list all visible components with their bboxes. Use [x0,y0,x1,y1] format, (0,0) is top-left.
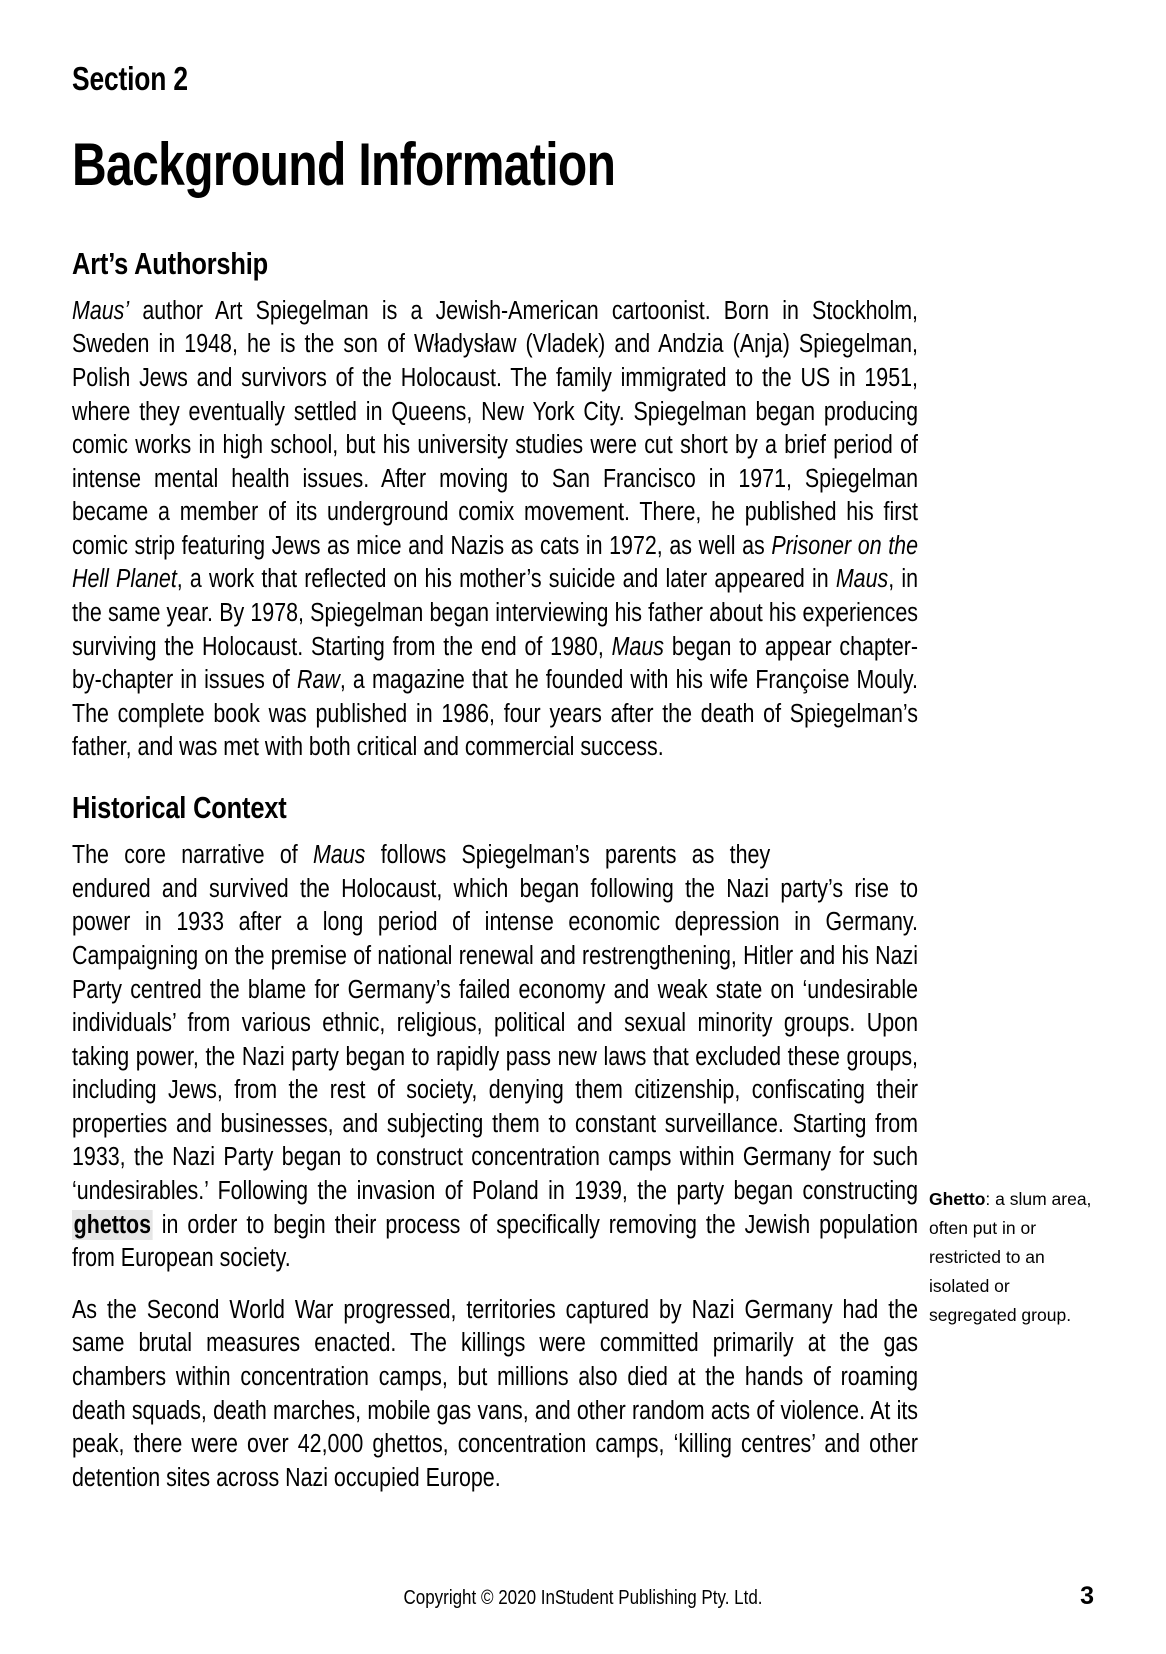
highlighted-term-ghettos: ghettos [73,1210,152,1239]
paragraph-historical-context-2 [72,1294,918,1496]
footer-page-number: 3 [1080,1582,1094,1610]
italic-text: Raw [296,666,340,695]
body-text: , in the same year. By 1978, Spiegelman began interviewing his father about his experiences surviving the Holocaust. Starting from the end of 1980, [72,565,919,661]
italic-text: Maus [313,841,366,870]
page-title: Background Information [72,130,616,198]
italic-text: Maus [835,565,889,594]
body-text: author Art Spiegelman is a Jewish-American cartoonist. Born in Stockholm, Sweden in 1948, he is the son of Władysław (Vladek) and Andzia (Anja) Spiegelman, Polish Jews and survivors of the Holocaust. The family immigrated to the US in 1951, where they eventually settled in Queens, New York City. Spiegelman began producing comic works in high school, but his university studies were cut short by a brief period of intense mental health issues. After moving to San Francisco in 1971, Spiegelman became a member of its underground comix movement. There, he published his first comic strip featuring Jews as mice and Nazis as cats in 1972, as well as [72,296,919,560]
margin-note-term: Ghetto [929,1189,986,1209]
page-content-column [72,62,918,1495]
body-text: in order to begin their process of specifically removing the Jewish population from European society. [72,1210,919,1273]
footer-copyright: Copyright © 2020 InStudent Publishing Pty. Ltd. [403,1587,763,1609]
body-text: follows Spiegelman’s parents as they endured and survived the Holocaust, which began following the Nazi party’s rise to power in 1933 after a long period of intense economic depression in Germany. Campaigning on the premise of national renewal and restrengthening, Hitler and his Nazi Party centred the blame for Germany’s failed economy and weak state on ‘undesirable individuals’ from various ethnic, religious, political and sexual minority groups. Upon taking power, the Nazi party began to rapidly pass new laws that excluded these groups, including Jews, from the rest of society, denying them citizenship, confiscating their properties and businesses, and subjecting them to constant surveillance. Starting from 1933, the Nazi Party began to construct concentration camps within Germany for such ‘undesirables.’ Following the invasion of Poland in 1939, the party began constructing [72,841,919,1206]
margin-note-ghetto [929,1185,1094,1330]
body-text: began to appear chapter-by-chapter in issues of [72,632,919,695]
section-heading-arts-authorship: Art’s Authorship [72,245,269,281]
body-text: , a work that reflected on his mother’s suicide and later appeared in [176,565,836,594]
paragraph-arts-authorship-1 [72,295,918,765]
margin-note-separator: : [985,1189,996,1209]
italic-text: Maus’ [72,296,130,325]
body-text: , a magazine that he founded with his wife Françoise Mouly. The complete book was published in 1986, four years after the death of Spiegelman’s father, and was met with both critical and commercial success. [72,666,919,762]
italic-text: Prisoner on the Hell Planet [72,531,919,594]
italic-text: Maus [611,632,664,661]
section-heading-historical-context: Historical Context [72,790,287,826]
body-text: As the Second World War progressed, territories captured by Nazi Germany had the same brutal measures enacted. The killings were committed primarily at the gas chambers within concentration camps, but millions also died at the hands of roaming death squads, death marches, mobile gas vans, and other random acts of violence. At its peak, there were over 42,000 ghettos, concentration camps, ‘killing centres’ and other detention sites across Nazi occupied Europe. [72,1295,919,1492]
margin-note-definition: a slum area, often put in or restricted to an isolated or segregated group. [929,1189,1092,1325]
page-footer [72,1584,1094,1624]
section-label: Section 2 [72,60,188,97]
body-text: The core narrative of [72,841,314,870]
paragraph-historical-context-1 [72,839,918,1276]
margin-note-spacer [770,839,918,840]
